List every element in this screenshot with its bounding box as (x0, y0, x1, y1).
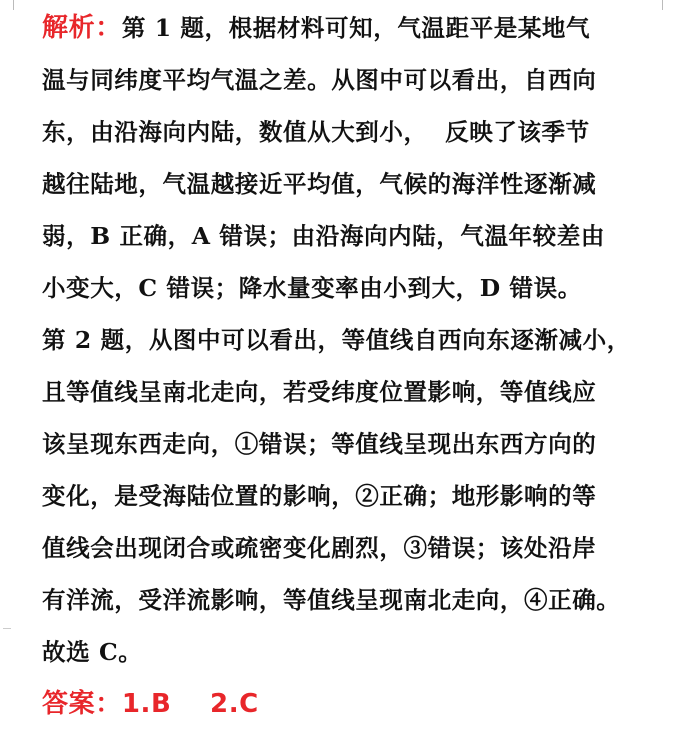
margin-mark (3, 628, 11, 629)
analysis-line-12: 有洋流，受洋流影响，等值线呈现南北走向，④正确。 (42, 586, 621, 614)
analysis-line-6: 小变大，C 错误；降水量变率由小到大，D 错误。 (42, 274, 582, 302)
analysis-line-4: 越往陆地，气温越接近平均值，气候的海洋性逐渐减 (42, 170, 597, 198)
analysis-line-8: 且等值线呈南北走向，若受纬度位置影响，等值线应 (42, 378, 597, 406)
analysis-line-13: 故选 C。 (42, 638, 143, 666)
answer-heading: 答案： (42, 689, 122, 719)
analysis-line-9: 该呈现东西走向，①错误；等值线呈现出东西方向的 (42, 430, 597, 458)
document-body (42, 10, 642, 738)
analysis-line-5: 弱，B 正确，A 错误；由沿海向内陆，气温年较差由 (42, 222, 605, 250)
analysis-line-3: 东，由沿海向内陆，数值从大到小， 反映了该季节 (42, 118, 590, 146)
analysis-text: 第 1 题，根据材料可知，气温距平是某地气 (121, 14, 591, 42)
analysis-line-7: 第 2 题，从图中可以看出，等值线自西向东逐渐减小， (42, 326, 631, 354)
analysis-line-11: 值线会出现闭合或疏密变化剧烈，③错误；该处沿岸 (42, 534, 597, 562)
answer-line (42, 686, 642, 738)
page-corner-mark-right (662, 0, 666, 10)
answer-value: 1.B 2.C (121, 689, 259, 719)
page-corner-mark-left (10, 0, 14, 10)
analysis-line-10: 变化，是受海陆位置的影响，②正确；地形影响的等 (42, 482, 597, 510)
analysis-heading: 解析： (42, 13, 122, 43)
analysis-line-2: 温与同纬度平均气温之差。从图中可以看出，自西向 (42, 66, 597, 94)
analysis-line-1 (42, 10, 642, 62)
